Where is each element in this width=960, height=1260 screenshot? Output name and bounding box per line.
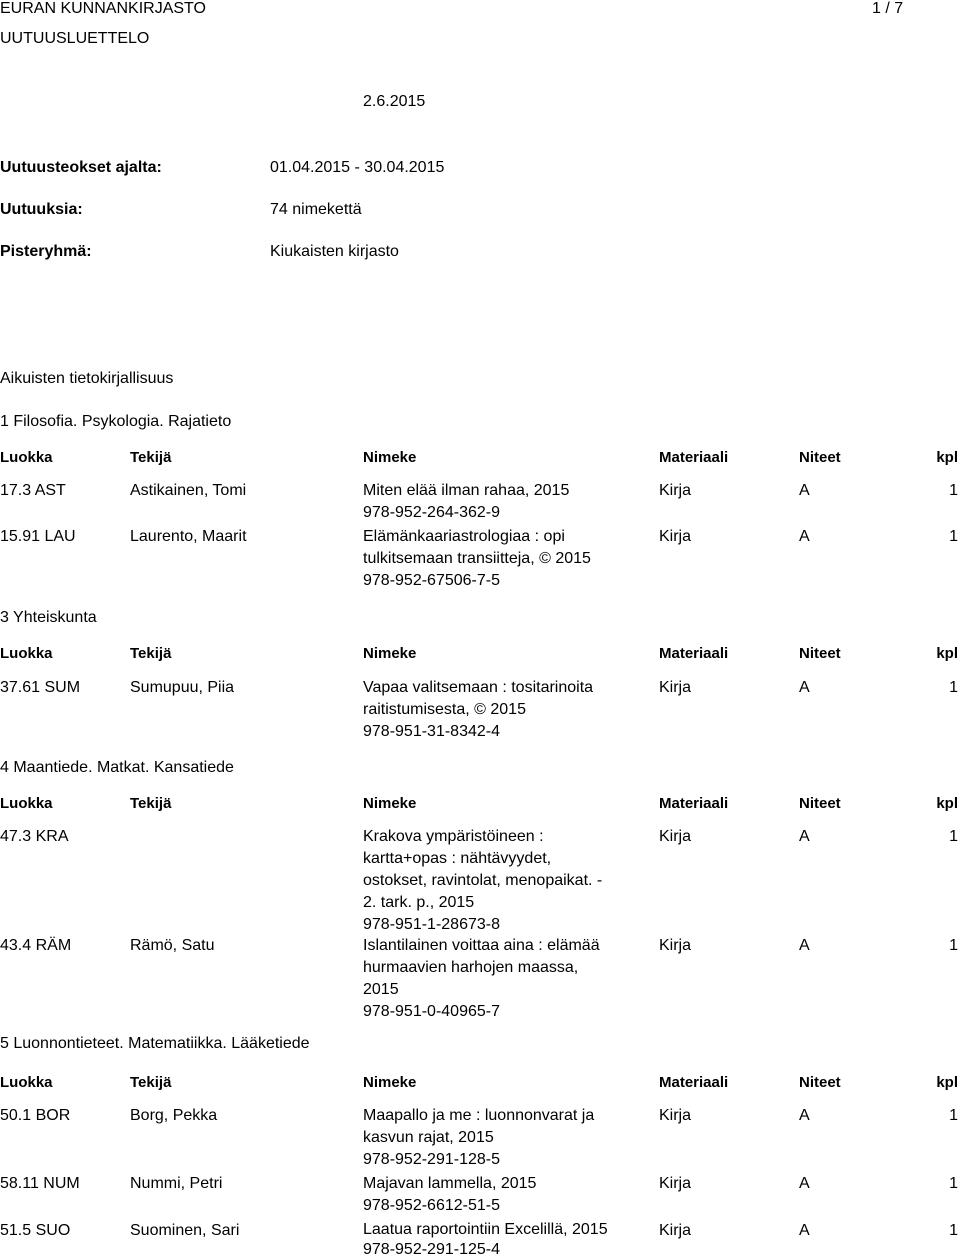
cell-niteet: A xyxy=(799,528,810,545)
cell-materiaali: Kirja xyxy=(659,679,692,696)
column-header-kpl: kpl xyxy=(936,1074,958,1091)
column-header-tekija: Tekijä xyxy=(130,795,172,812)
cell-luokka: 51.5 SUO xyxy=(0,1222,71,1239)
cell-materiaali: Kirja xyxy=(659,937,692,954)
nimeke-line: Maapallo ja me : luonnonvarat ja xyxy=(363,1107,595,1124)
cell-materiaali: Kirja xyxy=(659,1107,692,1124)
cell-nimeke xyxy=(363,1173,625,1217)
column-header-tekija: Tekijä xyxy=(130,1074,172,1091)
cell-materiaali: Kirja xyxy=(659,1222,692,1239)
cell-niteet: A xyxy=(799,1175,810,1192)
nimeke-line: raitistumisesta, © 2015 xyxy=(363,701,526,718)
cell-niteet: A xyxy=(799,937,810,954)
nimeke-line: Majavan lammella, 2015 xyxy=(363,1175,537,1192)
report-date: 2.6.2015 xyxy=(363,93,426,110)
cell-kpl: 1 xyxy=(949,1175,958,1192)
cell-luokka: 58.11 NUM xyxy=(0,1175,80,1192)
column-header-niteet: Niteet xyxy=(799,1074,841,1091)
cell-tekija: Nummi, Petri xyxy=(130,1175,223,1192)
column-header-materiaali: Materiaali xyxy=(659,795,729,812)
cell-nimeke xyxy=(363,677,625,743)
section-title: 4 Maantiede. Matkat. Kansatiede xyxy=(0,759,234,776)
column-header-nimeke: Nimeke xyxy=(363,795,417,812)
isbn: 978-952-291-128-5 xyxy=(363,1151,500,1168)
cell-niteet: A xyxy=(799,828,810,845)
cell-tekija: Astikainen, Tomi xyxy=(130,482,247,499)
cell-materiaali: Kirja xyxy=(659,528,692,545)
isbn: 978-952-264-362-9 xyxy=(363,504,500,521)
cell-luokka: 47.3 KRA xyxy=(0,828,69,845)
cell-nimeke xyxy=(363,935,625,1023)
cell-tekija: Borg, Pekka xyxy=(130,1107,218,1124)
cell-kpl: 1 xyxy=(949,1107,958,1124)
count-label: Uutuuksia: xyxy=(0,201,83,218)
nimeke-line: 2. tark. p., 2015 xyxy=(363,894,475,911)
cell-luokka: 37.61 SUM xyxy=(0,679,81,696)
column-header-kpl: kpl xyxy=(936,645,958,662)
column-header-kpl: kpl xyxy=(936,449,958,466)
column-header-niteet: Niteet xyxy=(799,795,841,812)
column-header-nimeke: Nimeke xyxy=(363,1074,417,1091)
cell-luokka: 17.3 AST xyxy=(0,482,66,499)
column-header-kpl: kpl xyxy=(936,795,958,812)
nimeke-line: 2015 xyxy=(363,981,399,998)
group-value: Kiukaisten kirjasto xyxy=(270,243,399,260)
library-name: EURAN KUNNANKIRJASTO xyxy=(0,0,206,17)
cell-nimeke xyxy=(363,1105,625,1171)
nimeke-line: Elämänkaariastrologiaa : opi xyxy=(363,528,565,545)
nimeke-line: hurmaavien harhojen maassa, xyxy=(363,959,579,976)
column-header-materiaali: Materiaali xyxy=(659,1074,729,1091)
section-title: 5 Luonnontieteet. Matematiikka. Lääketiede xyxy=(0,1035,310,1052)
cell-luokka: 50.1 BOR xyxy=(0,1107,71,1124)
isbn: 978-951-1-28673-8 xyxy=(363,916,500,933)
cell-nimeke xyxy=(363,480,625,524)
cell-niteet: A xyxy=(799,1222,810,1239)
group-label: Pisteryhmä: xyxy=(0,243,92,260)
column-header-niteet: Niteet xyxy=(799,645,841,662)
column-header-materiaali: Materiaali xyxy=(659,449,729,466)
cell-nimeke xyxy=(363,526,625,592)
cell-materiaali: Kirja xyxy=(659,828,692,845)
cell-tekija: Laurento, Maarit xyxy=(130,528,247,545)
nimeke-line: kasvun rajat, 2015 xyxy=(363,1129,494,1146)
cell-tekija: Suominen, Sari xyxy=(130,1222,240,1239)
column-header-materiaali: Materiaali xyxy=(659,645,729,662)
column-header-nimeke: Nimeke xyxy=(363,645,417,662)
cell-kpl: 1 xyxy=(949,482,958,499)
column-header-luokka: Luokka xyxy=(0,1074,53,1091)
nimeke-line: kartta+opas : nähtävyydet, xyxy=(363,850,552,867)
column-header-tekija: Tekijä xyxy=(130,449,172,466)
cell-luokka: 43.4 RÄM xyxy=(0,937,72,954)
cell-tekija: Sumupuu, Piia xyxy=(130,679,235,696)
page-number: 1 / 7 xyxy=(872,0,904,17)
cell-nimeke xyxy=(363,1220,625,1260)
nimeke-line: tulkitsemaan transiitteja, © 2015 xyxy=(363,550,591,567)
isbn: 978-951-0-40965-7 xyxy=(363,1003,500,1020)
column-header-niteet: Niteet xyxy=(799,449,841,466)
cell-kpl: 1 xyxy=(949,679,958,696)
isbn: 978-952-67506-7-5 xyxy=(363,572,500,589)
cell-materiaali: Kirja xyxy=(659,1175,692,1192)
nimeke-line: ostokset, ravintolat, menopaikat. - xyxy=(363,872,603,889)
cell-kpl: 1 xyxy=(949,1222,958,1239)
count-value: 74 nimekettä xyxy=(270,201,362,218)
column-header-luokka: Luokka xyxy=(0,449,53,466)
cell-kpl: 1 xyxy=(949,937,958,954)
isbn: 978-952-6612-51-5 xyxy=(363,1197,500,1214)
cell-kpl: 1 xyxy=(949,828,958,845)
nimeke-line: Krakova ympäristöineen : xyxy=(363,828,544,845)
isbn: 978-951-31-8342-4 xyxy=(363,723,500,740)
cell-nimeke xyxy=(363,826,625,936)
cell-materiaali: Kirja xyxy=(659,482,692,499)
isbn: 978-952-291-125-4 xyxy=(363,1241,500,1258)
nimeke-line: Miten elää ilman rahaa, 2015 xyxy=(363,482,570,499)
section-title: 3 Yhteiskunta xyxy=(0,609,97,626)
cell-kpl: 1 xyxy=(949,528,958,545)
column-header-tekija: Tekijä xyxy=(130,645,172,662)
column-header-luokka: Luokka xyxy=(0,795,53,812)
cell-luokka: 15.91 LAU xyxy=(0,528,76,545)
category-title: Aikuisten tietokirjallisuus xyxy=(0,370,174,387)
cell-niteet: A xyxy=(799,482,810,499)
column-header-nimeke: Nimeke xyxy=(363,449,417,466)
period-label: Uutuusteokset ajalta: xyxy=(0,159,162,176)
section-title: 1 Filosofia. Psykologia. Rajatieto xyxy=(0,413,232,430)
nimeke-line: Vapaa valitsemaan : tositarinoita xyxy=(363,679,594,696)
column-header-luokka: Luokka xyxy=(0,645,53,662)
period-value: 01.04.2015 - 30.04.2015 xyxy=(270,159,445,176)
nimeke-line: Laatua raportointiin Excelillä, 2015 xyxy=(363,1221,608,1238)
cell-niteet: A xyxy=(799,1107,810,1124)
list-title: UUTUUSLUETTELO xyxy=(0,30,150,47)
nimeke-line: Islantilainen voittaa aina : elämää xyxy=(363,937,600,954)
cell-tekija: Rämö, Satu xyxy=(130,937,215,954)
cell-niteet: A xyxy=(799,679,810,696)
